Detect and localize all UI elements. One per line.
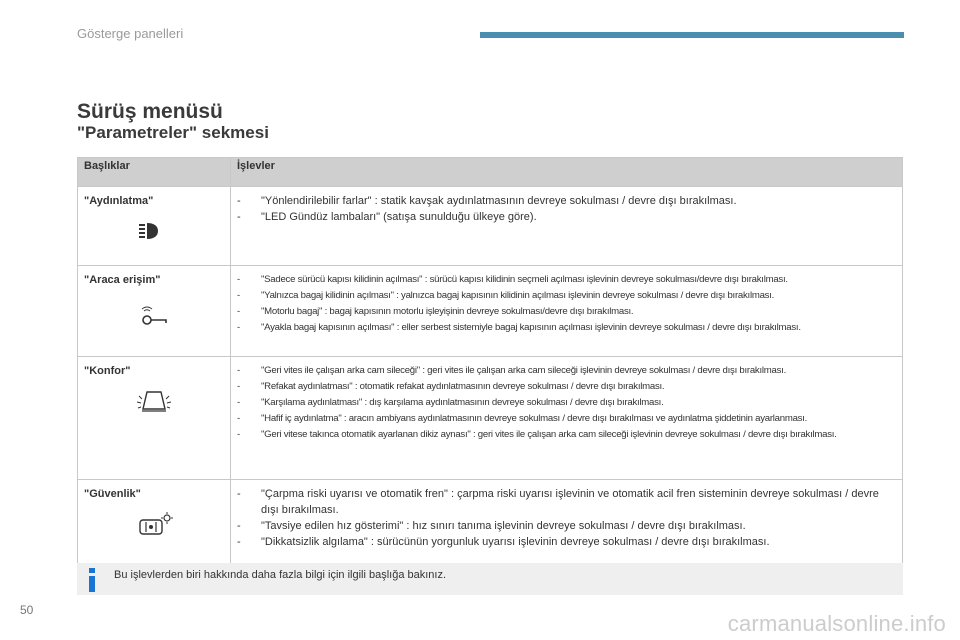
column-header-titles: Başlıklar: [78, 158, 231, 187]
function-item: - "Dikkatsizlik algılama" : sürücünün yorgunluk uyarısı işlevinin devreye sokulması / devre dışı bırakılması.: [237, 536, 770, 548]
table-row: [78, 266, 903, 357]
function-item: - "Tavsiye edilen hız gösterimi" : hız sınırı tanıma işlevinin devreye sokulması / devre dışı bırakılması.: [237, 520, 746, 532]
page-title: Sürüş menüsü: [77, 100, 223, 123]
headlamp-icon: [138, 221, 162, 241]
function-item: - "Motorlu bagaj" : bagaj kapısının motorlu işleyişinin devreye sokulması/devre dışı bırakılması.: [237, 306, 634, 317]
function-item: - "Yönlendirilebilir farlar" : statik kavşak aydınlatmasının devreye sokulması / devre dışı bırakılması.: [237, 195, 737, 207]
function-item: - "Hafif iç aydınlatma" : aracın ambiyans aydınlatmasının devreye sokulması / devre dışı bırakılması ve aydınlatma şiddetinin ayarlanması.: [237, 413, 808, 424]
info-icon: [87, 568, 97, 592]
function-item: - "Ayakla bagaj kapısının açılması" : eller serbest sistemiyle bagaj kapısının açılması işlevinin devreye sokulması / devre dışı bırakılması.: [237, 322, 801, 333]
row-label: "Araca erişim": [84, 274, 161, 286]
function-item: - "Yalnızca bagaj kilidinin açılması" : yalnızca bagaj kapısının kilidinin açılması işlevinin devreye sokulması / devre dışı bırakılması.: [237, 290, 775, 301]
header-accent-bar: [480, 32, 904, 38]
row-label: "Konfor": [84, 365, 131, 377]
key-icon: [138, 304, 168, 328]
watermark: carmanualsonline.info: [727, 611, 946, 636]
row-functions-cell: [231, 266, 903, 357]
table-row: [78, 480, 903, 569]
function-item: - "LED Gündüz lambaları" (satışa sunulduğu ülkeye göre).: [237, 211, 537, 223]
row-label-cell: [78, 187, 231, 266]
row-label: "Güvenlik": [84, 488, 141, 500]
row-functions-cell: [231, 187, 903, 266]
row-label: "Aydınlatma": [84, 195, 154, 207]
table-header-row: [78, 158, 903, 187]
table-row: [78, 187, 903, 266]
info-note-text: Bu işlevlerden biri hakkında daha fazla bilgi için ilgili başlığa bakınız.: [114, 569, 447, 581]
section-title: Gösterge panelleri: [77, 26, 184, 41]
page-number: 50: [20, 603, 34, 617]
table-row: [78, 357, 903, 480]
row-functions-cell: [231, 480, 903, 569]
car-safety-icon: [138, 512, 174, 538]
function-item: - "Sadece sürücü kapısı kilidinin açılması" : sürücü kapısı kilidinin seçmeli açılması işlevinin devreye sokulması/devre dışı bırakılması.: [237, 274, 788, 285]
column-header-functions: İşlevler: [231, 158, 903, 187]
row-label-cell: [78, 357, 231, 480]
function-item: - "Refakat aydınlatması" : otomatik refakat aydınlatmasının devreye sokulması / devre dışı bırakılması.: [237, 381, 665, 392]
info-note: [77, 563, 903, 595]
row-functions-cell: [231, 357, 903, 480]
page-subtitle: "Parametreler" sekmesi: [77, 123, 269, 142]
function-item: - "Geri vitese takınca otomatik ayarlanan dikiz aynası" : geri vites ile çalışan arka cam sileceği işlevinin devreye sokulması / devre dışı bırakılması.: [237, 429, 837, 440]
row-label-cell: [78, 266, 231, 357]
row-label-cell: [78, 480, 231, 569]
functions-table: [77, 157, 903, 569]
seat-light-icon: [136, 389, 172, 415]
function-item: - "Geri vites ile çalışan arka cam sileceği" : geri vites ile çalışan arka cam sileceği işlevinin devreye sokulması / devre dışı bırakılması.: [237, 365, 786, 376]
function-item: - "Karşılama aydınlatması" : dış karşılama aydınlatmasının devreye sokulması / devre dışı bırakılması.: [237, 397, 664, 408]
function-item: - "Çarpma riski uyarısı ve otomatik fren" : çarpma riski uyarısı işlevinin ve otomatik acil fren sisteminin devreye sokulması / devre dışı bırakılması.: [237, 488, 879, 516]
